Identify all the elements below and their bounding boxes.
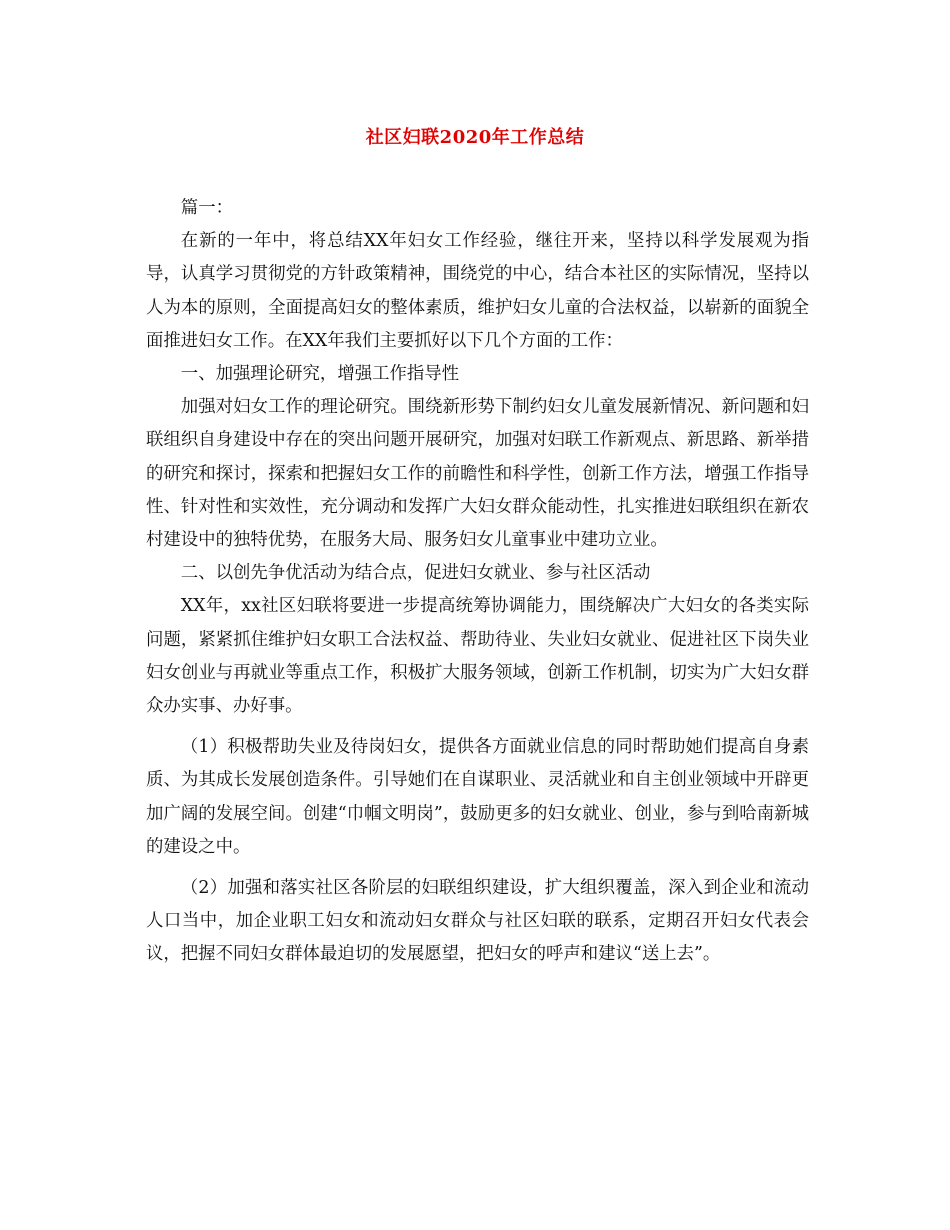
section-heading-2: 二、以创先争优活动为结合点，促进妇女就业、参与社区活动 bbox=[180, 563, 651, 584]
document-title: 社区妇联2020年工作总结 bbox=[365, 127, 585, 148]
numbered-item-2: （2）加强和落实社区各阶层的妇联组织建设，扩大组织覆盖，深入到企业和流动人口当中，加企业职工妇女和流动妇女群众与社区妇联的联系，定期召开妇女代表会议，把握不同妇女群体最迫切的发展愿望，把妇女的呼声和建议“送上去”。 bbox=[146, 878, 809, 965]
section-heading-1: 一、加强理论研究，增强工作指导性 bbox=[180, 364, 460, 385]
intro-paragraph: 在新的一年中，将总结XX年妇女工作经验，继往开来，坚持以科学发展观为指导，认真学习贯彻党的方针政策精神，围绕党的中心，结合本社区的实际情况，坚持以人为本的原则，全面提高妇女的整体素质，维护妇女儿童的合法权益，以崭新的面貌全面推进妇女工作。在XX年我们主要抓好以下几个方面的工作： bbox=[146, 231, 809, 351]
paragraph-theory-research: 加强对妇女工作的理论研究。围绕新形势下制约妇女儿童发展新情况、新问题和妇联组织自身建设中存在的突出问题开展研究，加强对妇联工作新观点、新思路、新举措的研究和探讨，探索和把握妇女工作的前瞻性和科学性，创新工作方法，增强工作指导性、针对性和实效性，充分调动和发挥广大妇女群众能动性，扎实推进妇联组织在新农村建设中的独特优势，在服务大局、服务妇女儿童事业中建功立业。 bbox=[146, 397, 809, 551]
document-body bbox=[146, 192, 809, 972]
numbered-item-1: （1）积极帮助失业及待岗妇女，提供各方面就业信息的同时帮助她们提高自身素质、为其成长发展创造条件。引导她们在自谋职业、灵活就业和自主创业领域中开辟更加广阔的发展空间。创建“巾帼文明岗”，鼓励更多的妇女就业、创业，参与到哈南新城的建设之中。 bbox=[146, 737, 809, 857]
section-heading-part-one: 篇一： bbox=[180, 198, 233, 218]
paragraph-employment: XX年，xx社区妇联将要进一步提高统筹协调能力，围绕解决广大妇女的各类实际问题，紧紧抓住维护妇女职工合法权益、帮助待业、失业妇女就业、促进社区下岗失业妇女创业与再就业等重点工作，积极扩大服务领域，创新工作机制，切实为广大妇女群众办实事、办好事。 bbox=[146, 596, 809, 717]
